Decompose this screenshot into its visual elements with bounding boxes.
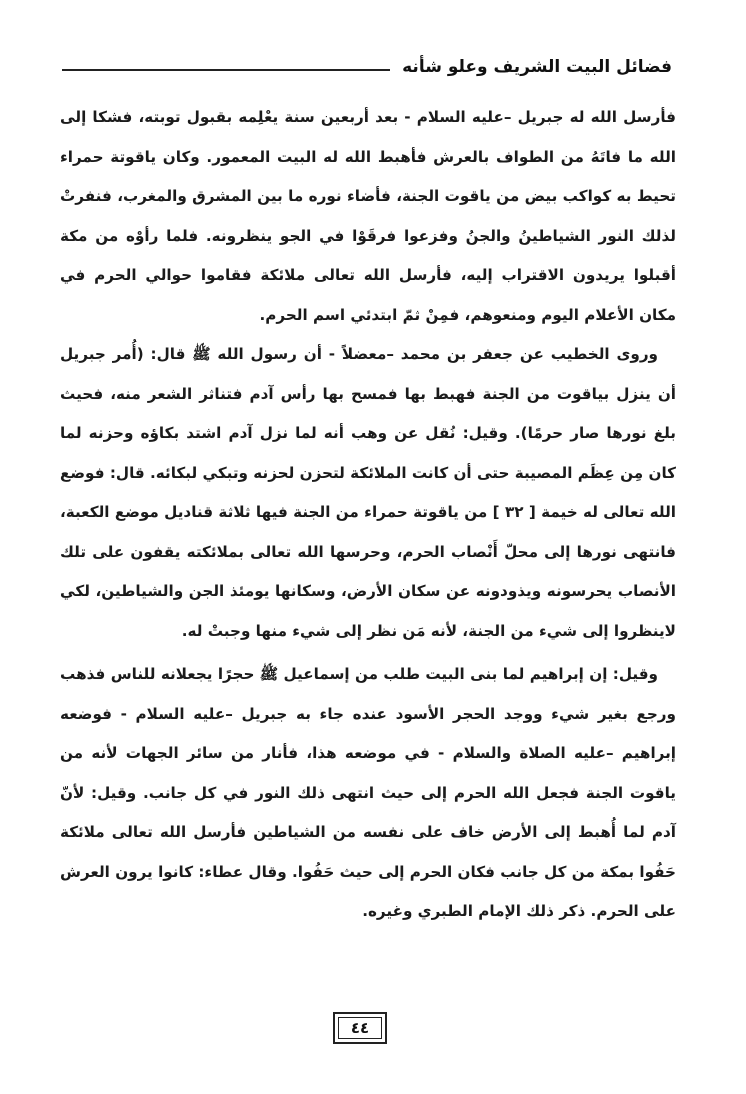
- running-header: [62, 52, 672, 82]
- page-number: ٤٤: [338, 1017, 382, 1039]
- paragraph-2: وروى الخطيب عن جعفر بن محمد –معضلاً - أن رسول الله ﷺ قال: (أُمر جبريل أن ينزل بياقوت من الجنة فهبط بها فمسح بها رأس آدم فتناثر الشعر منه، فحيث بلغ نورها صار حرمًا). وقيل: نُقل عن وهب أنه لما نزل آدم اشتد بكاؤه وحزنه لما كان مِن عِظَم المصيبة حتى أن كانت الملائكة لتحزن لحزنه وتبكي لبكائه. قال: فوضع الله تعالى له خيمة [ ٣٢ ] من ياقوتة حمراء من الجنة فيها ثلاثة قناديل موضع الكعبة، فانتهى نورها إلى محلّ أَنْصاب الحرم، وحرسها الله تعالى بملائكته يقفون على تلك الأنصاب يحرسونه ويذودونه عن سكان الأرض، وسكانها يومئذ الجن والشياطين، لكي لاينظروا إلى شيء من الجنة، لأنه مَن نظر إلى شيء منها وجبتْ له.: [60, 345, 676, 640]
- chapter-title: فضائل البيت الشريف وعلو شأنه: [402, 57, 672, 77]
- header-rule: [62, 69, 390, 71]
- paragraph-1: فأرسل الله له جبريل –عليه السلام - بعد أربعين سنة يعْلِمه بقبول توبته، فشكا إلى الله ما فاتَهُ من الطواف بالعرش فأهبط الله له البيت المعمور. وكان ياقوتة حمراء تحيط به كواكب بيض من ياقوت الجنة، فأضاء نوره ما بين المشرق والمغرب، فنفرتْ لذلك النور الشياطينُ والجنُ وفزعوا فرقَوْا في الجو ينظرونه. فلما رأوْه من مكة أقبلوا يريدون الاقتراب إليه، فأرسل الله تعالى ملائكة فقاموا حوالي الحرم في مكان الأعلام اليوم ومنعوهم، فمِنْ ثمّ ابتدئي اسم الحرم.: [60, 108, 676, 324]
- body-text: [60, 98, 676, 932]
- paragraph-3: وقيل: إن إبراهيم لما بنى البيت طلب من إسماعيل ﷺ حجرًا يجعلانه للناس فذهب ورجع بغير شيء ووجد الحجر الأسود عنده جاء به جبريل –عليه السلام - فوضعه إبراهيم –عليه الصلاة والسلام - في موضعه هذا، فأنار من سائر الجهات لأنه من ياقوت الجنة فجعل الله الحرم إلى حيث انتهى ذلك النور في كل جانب. وقيل: لأنّ آدم لما أُهبط إلى الأرض خاف على نفسه من الشياطين فأرسل الله تعالى ملائكة حَفُوا بمكة من كل جانب فكان الحرم إلى حيث حَفُوا. وقال عطاء: كانوا يرون العرش على الحرم. ذكر ذلك الإمام الطبري وغيره.: [60, 665, 676, 920]
- page-number-frame: [333, 1012, 387, 1044]
